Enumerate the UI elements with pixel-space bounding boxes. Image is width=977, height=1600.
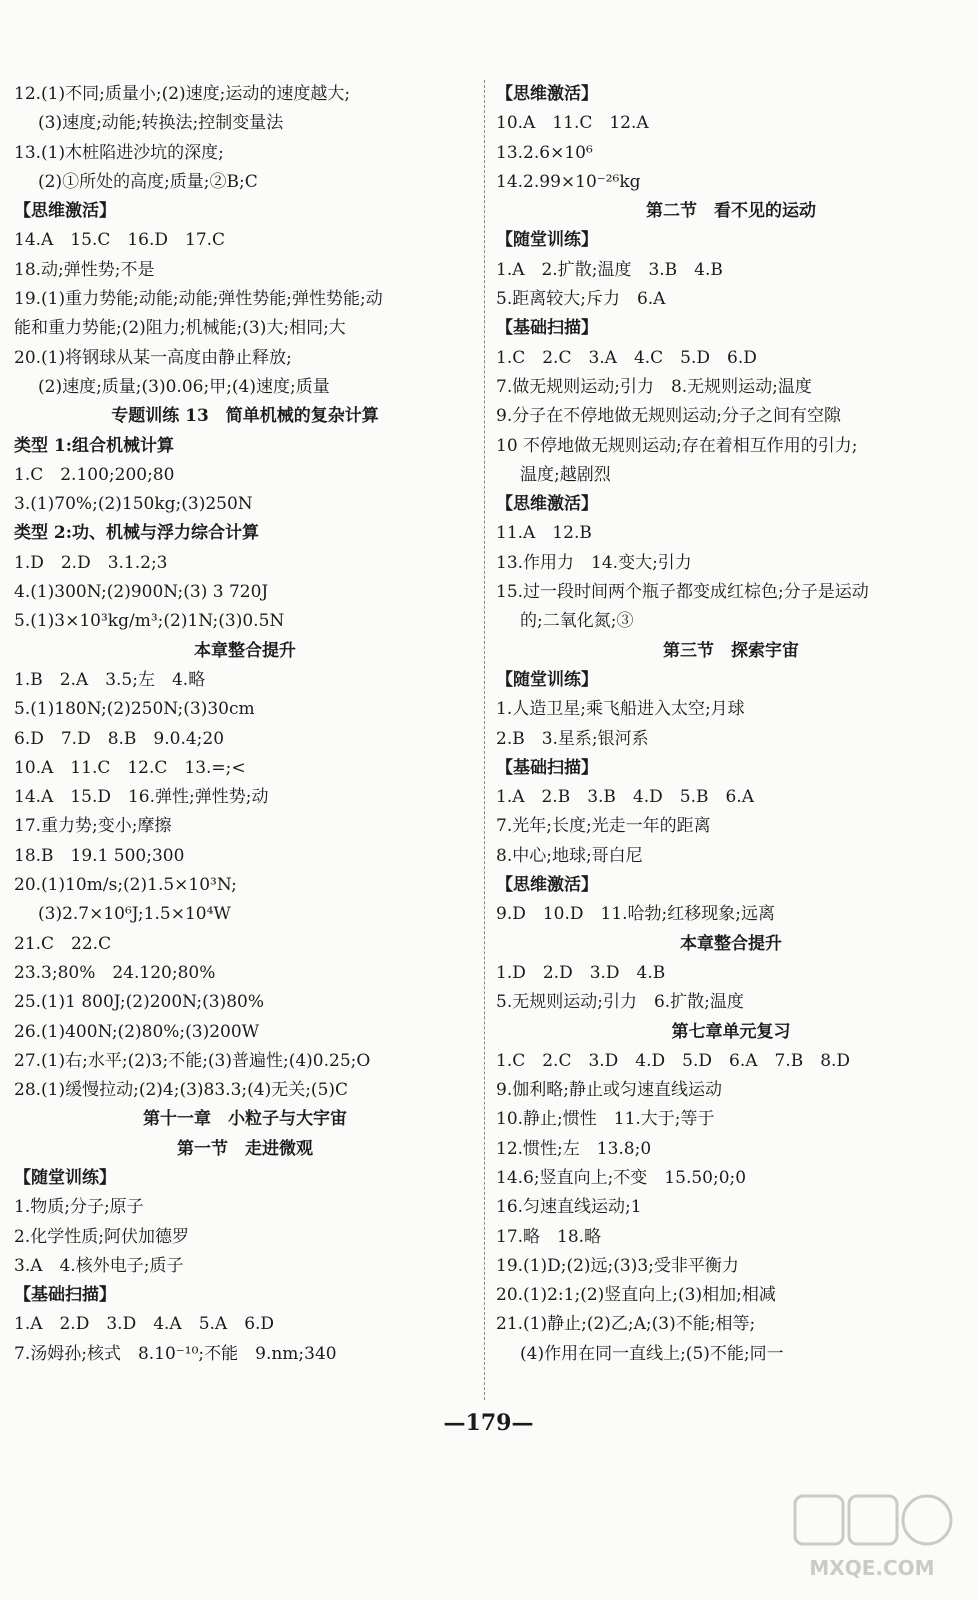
answer-line: 10 不停地做无规则运动;存在着相互作用的引力; <box>496 435 858 456</box>
answer-line: 1.C 2.100;200;80 <box>14 464 175 485</box>
answer-line: 17.略 18.略 <box>496 1226 602 1247</box>
answer-line: 19.(1)D;(2)远;(3)3;受非平衡力 <box>496 1255 739 1276</box>
answer-line: 1.A 2.B 3.B 4.D 5.B 6.A <box>496 787 754 808</box>
answer-line: 1.A 2.扩散;温度 3.B 4.B <box>496 259 723 280</box>
watermark-text: MXQE.COM <box>809 1556 935 1580</box>
answer-line: 1.D 2.D 3.1.2;3 <box>14 552 168 573</box>
answer-line: 5.(1)3×10³kg/m³;(2)1N;(3)0.5N <box>14 611 285 632</box>
answer-line: 5.距离较大;斥力 6.A <box>496 289 666 310</box>
answer-line: 26.(1)400N;(2)80%;(3)200W <box>14 1021 260 1042</box>
section-heading: 专题训练 13 简单机械的复杂计算 <box>111 406 379 427</box>
answer-line: 9.分子在不停地做无规则运动;分子之间有空隙 <box>496 406 841 427</box>
section-heading: 第七章单元复习 <box>671 1021 791 1042</box>
answer-line: 7.汤姆孙;核式 8.10⁻¹⁰;不能 9.nm;340 <box>14 1343 337 1364</box>
answer-line: 1.C 2.C 3.A 4.C 5.D 6.D <box>496 347 757 368</box>
page-number: —179— <box>443 1410 534 1436</box>
answer-line: 18.动;弹性势;不是 <box>14 259 155 280</box>
right-column <box>496 80 966 1369</box>
answer-line: (4)作用在同一直线上;(5)不能;同一 <box>520 1343 784 1364</box>
answer-line: (3)速度;动能;转换法;控制变量法 <box>38 113 284 134</box>
answer-line: 能和重力势能;(2)阻力;机械能;(3)大;相同;大 <box>14 318 346 339</box>
answer-line: 16.匀速直线运动;1 <box>496 1197 642 1218</box>
answer-line: 1.A 2.D 3.D 4.A 5.A 6.D <box>14 1314 275 1335</box>
answer-line: 的;二氧化氮;③ <box>520 611 634 632</box>
answer-line: 18.B 19.1 500;300 <box>14 845 185 866</box>
subsection-label: 类型 2:功、机械与浮力综合计算 <box>14 523 260 544</box>
section-heading: 第三节 探索宇宙 <box>663 640 799 661</box>
answer-line: 1.物质;分子;原子 <box>14 1197 144 1218</box>
answer-line: 14.A 15.C 16.D 17.C <box>14 230 226 251</box>
answer-line: 27.(1)右;水平;(2)3;不能;(3)普遍性;(4)0.25;O <box>14 1050 371 1071</box>
answer-line: 1.C 2.C 3.D 4.D 5.D 6.A 7.B 8.D <box>496 1050 851 1071</box>
answer-line: 7.做无规则运动;引力 8.无规则运动;温度 <box>496 376 812 397</box>
answer-line: 20.(1)10m/s;(2)1.5×10³N; <box>14 875 237 896</box>
section-heading: 本章整合提升 <box>680 933 782 954</box>
answer-line: 23.3;80% 24.120;80% <box>14 962 216 983</box>
answer-line: 6.D 7.D 8.B 9.0.4;20 <box>14 728 225 749</box>
answer-line: 10.静止;惯性 11.大于;等于 <box>496 1109 715 1130</box>
subsection-label: 【基础扫描】 <box>496 757 598 778</box>
answer-line: 12.惯性;左 13.8;0 <box>496 1138 652 1159</box>
subsection-label: 【思维激活】 <box>496 84 598 104</box>
answer-line: 21.C 22.C <box>14 933 112 954</box>
subsection-label: 【思维激活】 <box>14 201 116 222</box>
answer-line: 25.(1)1 800J;(2)200N;(3)80% <box>14 992 265 1013</box>
answer-line: 10.A 11.C 12.C 13.=;< <box>14 757 246 778</box>
left-column <box>14 80 476 1369</box>
answer-line: 1.D 2.D 3.D 4.B <box>496 962 666 983</box>
answer-line: 28.(1)缓慢拉动;(2)4;(3)83.3;(4)无关;(5)C <box>14 1080 349 1101</box>
subsection-label: 【随堂训练】 <box>496 669 598 690</box>
section-heading: 第二节 看不见的运动 <box>646 201 816 222</box>
answer-line: 1.人造卫星;乘飞船进入太空;月球 <box>496 699 745 720</box>
answer-line: 14.2.99×10⁻²⁶kg <box>496 171 641 192</box>
subsection-label: 【随堂训练】 <box>14 1167 116 1188</box>
section-heading: 本章整合提升 <box>194 640 296 661</box>
answer-line: 12.(1)不同;质量小;(2)速度;运动的速度越大; <box>14 84 351 104</box>
answer-line: 9.伽利略;静止或匀速直线运动 <box>496 1080 722 1101</box>
answer-line: 10.A 11.C 12.A <box>496 113 649 134</box>
answer-line: 21.(1)静止;(2)乙;A;(3)不能;相等; <box>496 1314 756 1335</box>
answer-line: (2)①所处的高度;质量;②B;C <box>38 171 258 192</box>
answer-line: 20.(1)将钢球从某一高度由静止释放; <box>14 347 292 368</box>
answer-line: 7.光年;长度;光走一年的距离 <box>496 816 711 837</box>
subsection-label: 【基础扫描】 <box>14 1285 116 1306</box>
answer-line: 4.(1)300N;(2)900N;(3) 3 720J <box>14 582 269 603</box>
answer-line: 2.化学性质;阿伏加德罗 <box>14 1226 189 1247</box>
answer-line: 温度;越剧烈 <box>520 464 611 485</box>
answer-line: 9.D 10.D 11.哈勃;红移现象;远离 <box>496 904 776 925</box>
answer-line: 17.重力势;变小;摩擦 <box>14 816 172 837</box>
section-heading: 第一节 走进微观 <box>177 1138 313 1159</box>
answer-line: 5.无规则运动;引力 6.扩散;温度 <box>496 992 744 1013</box>
answer-line: 13.2.6×10⁶ <box>496 142 593 163</box>
watermark-logo <box>787 1490 957 1585</box>
subsection-label: 类型 1:组合机械计算 <box>14 435 175 456</box>
subsection-label: 【基础扫描】 <box>496 318 598 339</box>
answer-line: 14.A 15.D 16.弹性;弹性势;动 <box>14 787 269 808</box>
answer-line: 15.过一段时间两个瓶子都变成红棕色;分子是运动 <box>496 582 869 603</box>
section-heading: 第十一章 小粒子与大宇宙 <box>143 1109 347 1130</box>
answer-line: 11.A 12.B <box>496 523 592 544</box>
subsection-label: 【思维激活】 <box>496 875 598 896</box>
answer-line: 2.B 3.星系;银河系 <box>496 728 649 749</box>
answer-line: 1.B 2.A 3.5;左 4.略 <box>14 669 206 690</box>
answer-line: 5.(1)180N;(2)250N;(3)30cm <box>14 699 255 720</box>
subsection-label: 【随堂训练】 <box>496 230 598 251</box>
answer-line: 20.(1)2:1;(2)竖直向上;(3)相加;相减 <box>496 1285 776 1306</box>
answer-line: (3)2.7×10⁶J;1.5×10⁴W <box>38 904 231 925</box>
answer-line: 3.(1)70%;(2)150kg;(3)250N <box>14 494 253 515</box>
answer-line: 13.作用力 14.变大;引力 <box>496 552 692 573</box>
column-divider <box>484 80 486 1400</box>
answer-line: 19.(1)重力势能;动能;动能;弹性势能;弹性势能;动 <box>14 289 383 310</box>
answer-line: 13.(1)木桩陷进沙坑的深度; <box>14 142 224 163</box>
answer-line: 14.6;竖直向上;不变 15.50;0;0 <box>496 1167 747 1188</box>
subsection-label: 【思维激活】 <box>496 494 598 515</box>
answer-line: 3.A 4.核外电子;质子 <box>14 1255 184 1276</box>
answer-line: (2)速度;质量;(3)0.06;甲;(4)速度;质量 <box>38 376 330 397</box>
answer-line: 8.中心;地球;哥白尼 <box>496 845 643 866</box>
